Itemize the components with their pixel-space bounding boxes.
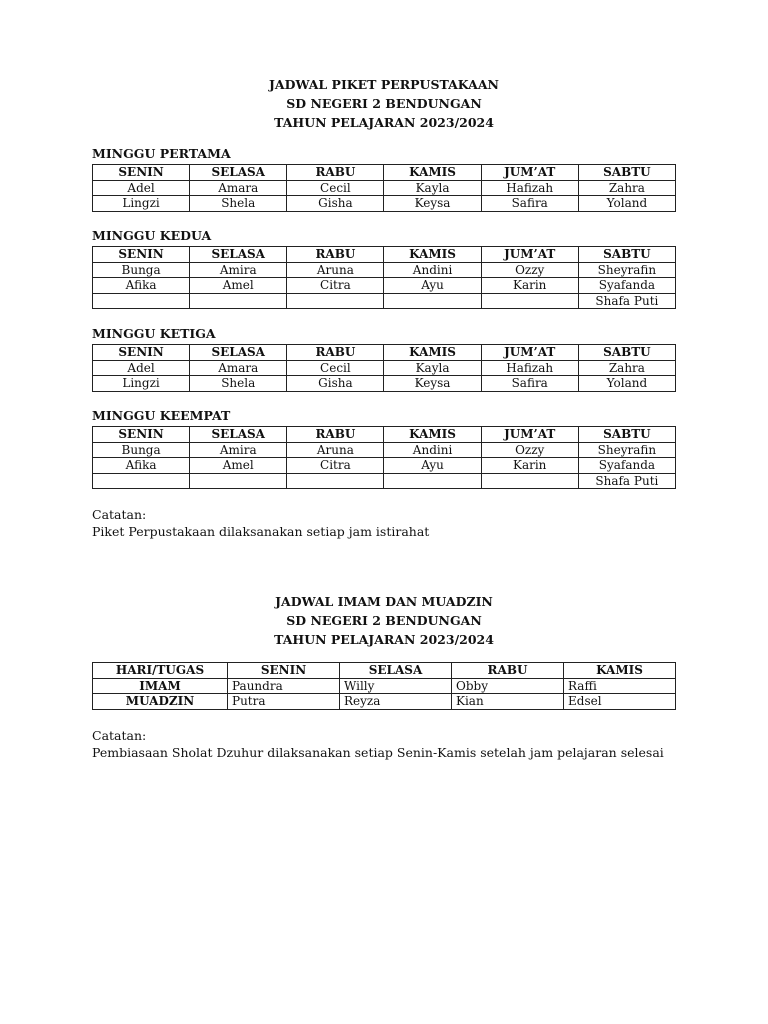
table-cell: Amel <box>190 458 287 474</box>
table-cell: Ayu <box>384 278 481 294</box>
table-row <box>93 293 676 309</box>
day-header: JUM’AT <box>481 345 578 361</box>
week-label: MINGGU PERTAMA <box>92 146 231 161</box>
table-cell: Gisha <box>287 376 384 392</box>
piket-note-text: Piket Perpustakaan dilaksanakan setiap jam istirahat <box>92 524 430 539</box>
column-header: KAMIS <box>564 663 676 679</box>
day-header: KAMIS <box>384 165 481 181</box>
day-header: SABTU <box>578 427 675 443</box>
table-header-row <box>93 165 676 181</box>
table-row <box>93 458 676 474</box>
table-cell: Willy <box>340 678 452 694</box>
table-cell: Amel <box>190 278 287 294</box>
table-cell: Raffi <box>564 678 676 694</box>
week-label: MINGGU KETIGA <box>92 326 216 341</box>
table-cell: Cecil <box>287 360 384 376</box>
table-cell <box>384 473 481 489</box>
imam-title <box>0 592 768 649</box>
week-table <box>92 164 676 212</box>
day-header: RABU <box>287 427 384 443</box>
day-header: KAMIS <box>384 345 481 361</box>
piket-title-line-1: JADWAL PIKET PERPUSTAKAAN <box>269 77 499 92</box>
table-cell: Gisha <box>287 196 384 212</box>
table-cell: Afika <box>93 458 190 474</box>
table-cell: Amira <box>190 262 287 278</box>
table-cell <box>481 293 578 309</box>
table-cell: Andini <box>384 262 481 278</box>
imam-title-line-1: JADWAL IMAM DAN MUADZIN <box>275 594 493 609</box>
table-cell: Shafa Puti <box>578 473 675 489</box>
week-label: MINGGU KEDUA <box>92 228 212 243</box>
table-row <box>93 473 676 489</box>
table-cell: Aruna <box>287 262 384 278</box>
table-cell: Kayla <box>384 180 481 196</box>
table-cell: Paundra <box>228 678 340 694</box>
table-cell: Adel <box>93 180 190 196</box>
table-row <box>93 180 676 196</box>
day-header: RABU <box>287 247 384 263</box>
table-cell: Safira <box>481 376 578 392</box>
column-header: RABU <box>452 663 564 679</box>
table-cell: Andini <box>384 442 481 458</box>
table-cell: Karin <box>481 458 578 474</box>
day-header: KAMIS <box>384 247 481 263</box>
table-cell: Zahra <box>578 360 675 376</box>
table-cell: Hafizah <box>481 180 578 196</box>
table-cell <box>93 293 190 309</box>
piket-title <box>0 75 768 132</box>
column-header: HARI/TUGAS <box>93 663 228 679</box>
day-header: JUM’AT <box>481 165 578 181</box>
table-row <box>93 376 676 392</box>
imam-title-line-3: TAHUN PELAJARAN 2023/2024 <box>274 632 494 647</box>
day-header: SENIN <box>93 427 190 443</box>
table-cell: Putra <box>228 694 340 710</box>
table-cell: Kian <box>452 694 564 710</box>
day-header: SELASA <box>190 345 287 361</box>
day-header: KAMIS <box>384 427 481 443</box>
day-header: RABU <box>287 345 384 361</box>
table-cell: Lingzi <box>93 376 190 392</box>
day-header: JUM’AT <box>481 427 578 443</box>
table-row <box>93 678 676 694</box>
table-row <box>93 278 676 294</box>
table-cell: Amara <box>190 180 287 196</box>
table-cell: Kayla <box>384 360 481 376</box>
table-cell: Lingzi <box>93 196 190 212</box>
table-row <box>93 196 676 212</box>
day-header: JUM’AT <box>481 247 578 263</box>
day-header: RABU <box>287 165 384 181</box>
table-header-row <box>93 663 676 679</box>
table-cell: Syafanda <box>578 458 675 474</box>
table-cell: Amira <box>190 442 287 458</box>
table-header-row <box>93 427 676 443</box>
table-cell: Edsel <box>564 694 676 710</box>
table-cell: Ayu <box>384 458 481 474</box>
table-cell: Shela <box>190 376 287 392</box>
table-cell: Yoland <box>578 196 675 212</box>
day-header: SABTU <box>578 345 675 361</box>
table-cell: Citra <box>287 458 384 474</box>
table-cell: Keysa <box>384 196 481 212</box>
table-cell <box>190 473 287 489</box>
table-cell: Cecil <box>287 180 384 196</box>
piket-note-heading: Catatan: <box>92 507 147 522</box>
table-row <box>93 694 676 710</box>
day-header: SABTU <box>578 247 675 263</box>
table-cell: Hafizah <box>481 360 578 376</box>
task-label: MUADZIN <box>93 694 228 710</box>
table-cell <box>287 473 384 489</box>
table-cell: Ozzy <box>481 262 578 278</box>
table-cell: Sheyrafin <box>578 442 675 458</box>
day-header: SABTU <box>578 165 675 181</box>
table-cell <box>481 473 578 489</box>
table-cell: Karin <box>481 278 578 294</box>
table-header-row <box>93 247 676 263</box>
table-cell: Ozzy <box>481 442 578 458</box>
table-cell: Afika <box>93 278 190 294</box>
table-cell <box>190 293 287 309</box>
table-cell: Adel <box>93 360 190 376</box>
table-cell: Obby <box>452 678 564 694</box>
table-cell: Sheyrafin <box>578 262 675 278</box>
table-cell: Keysa <box>384 376 481 392</box>
table-cell: Aruna <box>287 442 384 458</box>
day-header: SELASA <box>190 247 287 263</box>
day-header: SELASA <box>190 165 287 181</box>
table-cell: Zahra <box>578 180 675 196</box>
table-cell <box>287 293 384 309</box>
table-cell: Syafanda <box>578 278 675 294</box>
column-header: SELASA <box>340 663 452 679</box>
week-table <box>92 344 676 392</box>
table-cell: Amara <box>190 360 287 376</box>
table-header-row <box>93 345 676 361</box>
piket-title-line-3: TAHUN PELAJARAN 2023/2024 <box>274 115 494 130</box>
table-cell: Yoland <box>578 376 675 392</box>
day-header: SENIN <box>93 165 190 181</box>
table-row <box>93 262 676 278</box>
task-label: IMAM <box>93 678 228 694</box>
imam-note-text: Pembiasaan Sholat Dzuhur dilaksanakan setiap Senin-Kamis setelah jam pelajaran selesai <box>92 745 664 760</box>
day-header: SENIN <box>93 345 190 361</box>
table-cell: Bunga <box>93 262 190 278</box>
day-header: SELASA <box>190 427 287 443</box>
piket-title-line-2: SD NEGERI 2 BENDUNGAN <box>286 96 482 111</box>
imam-muadzin-table <box>92 662 676 710</box>
imam-note-heading: Catatan: <box>92 728 147 743</box>
table-row <box>93 442 676 458</box>
table-cell: Shafa Puti <box>578 293 675 309</box>
table-row <box>93 360 676 376</box>
week-table <box>92 426 676 489</box>
day-header: SENIN <box>93 247 190 263</box>
column-header: SENIN <box>228 663 340 679</box>
week-label: MINGGU KEEMPAT <box>92 408 231 423</box>
table-cell: Safira <box>481 196 578 212</box>
table-cell <box>93 473 190 489</box>
week-table <box>92 246 676 309</box>
imam-title-line-2: SD NEGERI 2 BENDUNGAN <box>286 613 482 628</box>
table-cell: Citra <box>287 278 384 294</box>
table-cell: Shela <box>190 196 287 212</box>
table-cell <box>384 293 481 309</box>
table-cell: Reyza <box>340 694 452 710</box>
table-cell: Bunga <box>93 442 190 458</box>
